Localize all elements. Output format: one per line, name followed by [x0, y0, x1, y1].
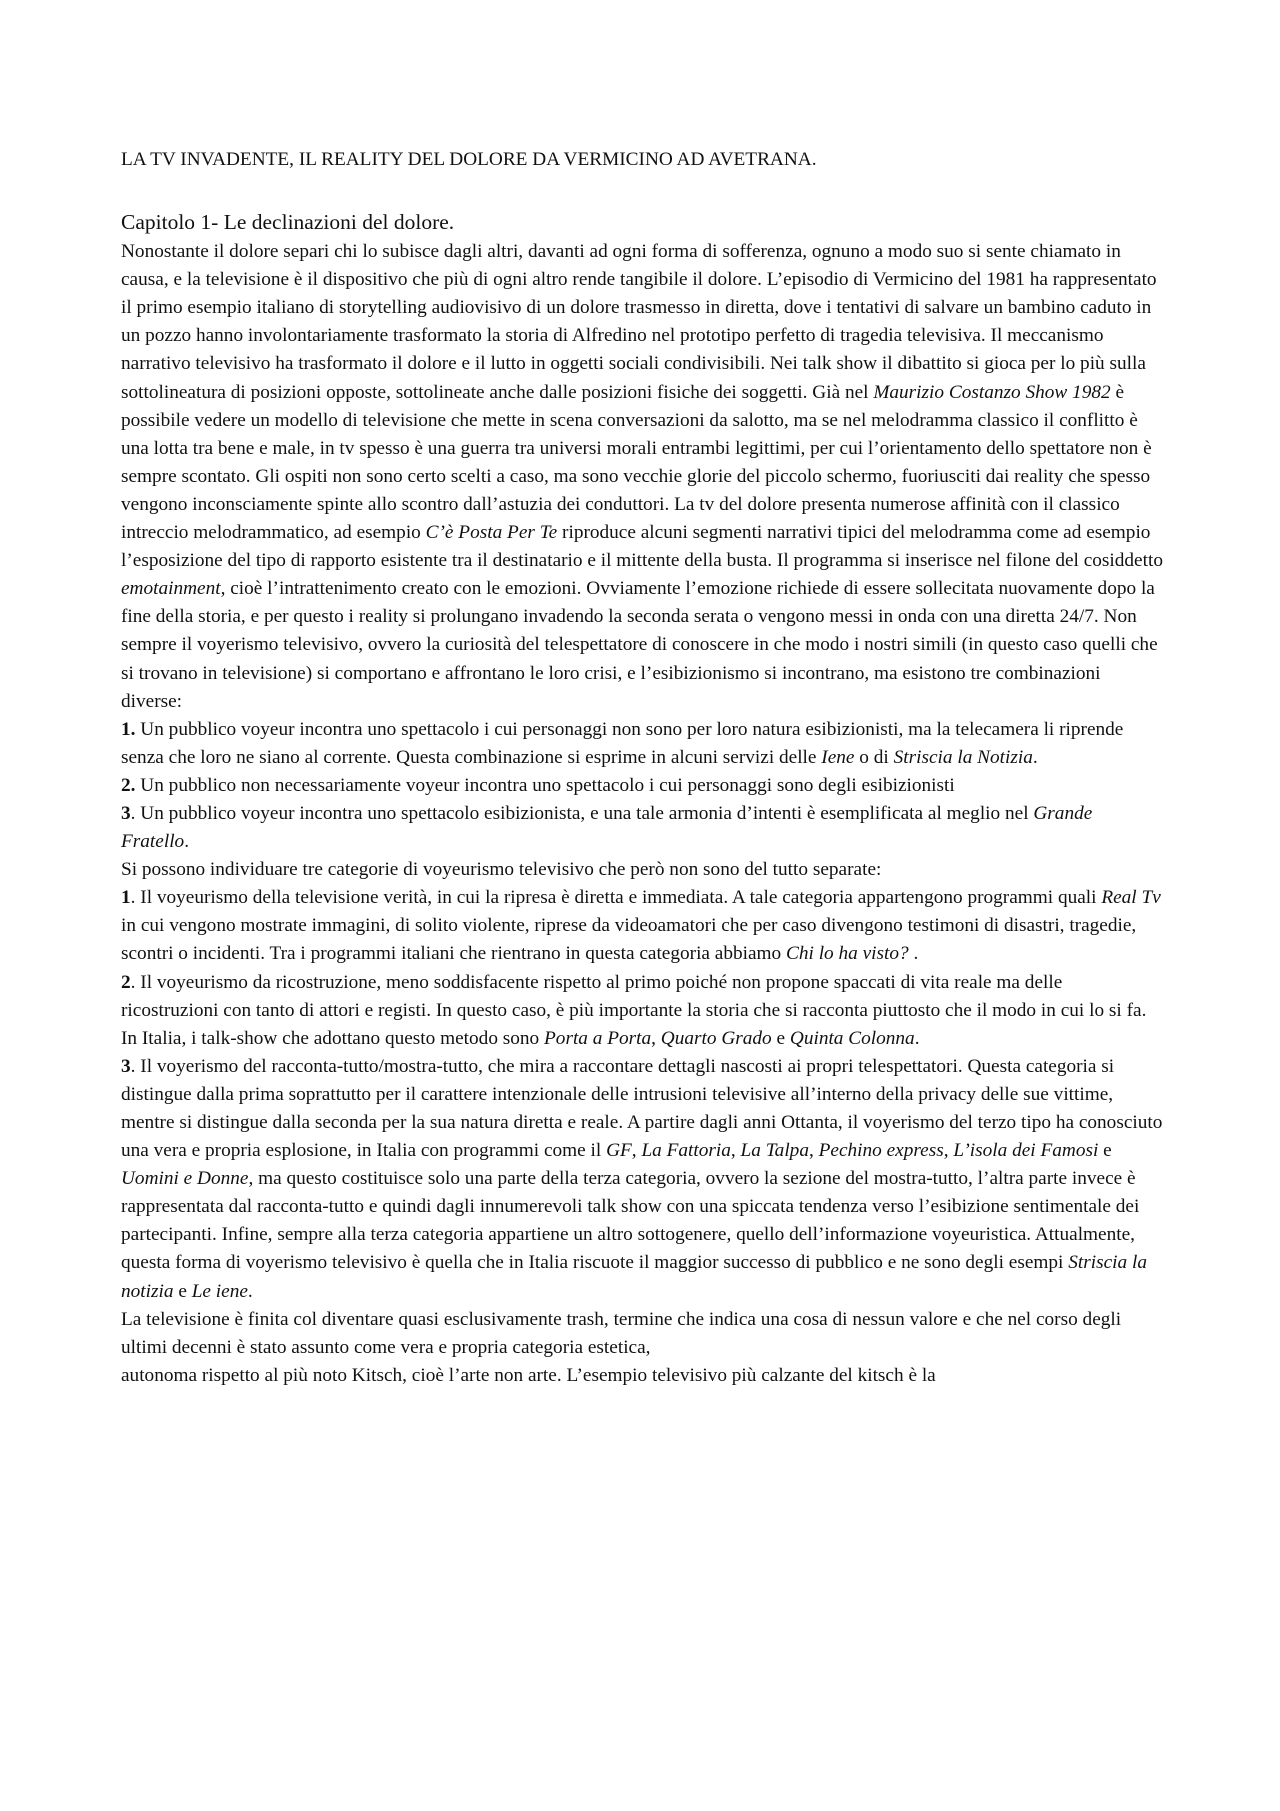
program-title: GF	[606, 1140, 632, 1162]
program-title: Grande Fratello	[121, 802, 1093, 853]
combination-item-2: 2. Un pubblico non necessariamente voyeur incontra uno spettacolo i cui personaggi sono degli esibizionisti	[121, 774, 955, 796]
program-title: Iene	[821, 746, 855, 768]
program-title: La Fattoria	[641, 1140, 731, 1162]
program-title: Uomini e Donne	[121, 1168, 249, 1190]
program-title: La Talpa	[740, 1140, 809, 1162]
list-number: 3	[121, 802, 131, 824]
program-title: Le iene	[191, 1280, 248, 1302]
program-title: Maurizio Costanzo Show 1982	[873, 381, 1111, 403]
term-emphasis: emotainment	[121, 578, 221, 600]
program-title: Quarto Grado	[660, 1027, 772, 1049]
category-item-1: 1. Il voyeurismo della televisione verità, in cui la ripresa è diretta e immediata. A tale categoria appartengono programmi quali Real Tv in cui vengono mostrate immagini, di solito violente, riprese da videoamatori che per caso divengono testimoni di disastri, tragedie, scontri o incidenti. Tra i programmi italiani che rientrano in questa categoria abbiamo Chi lo ha visto? .	[121, 887, 1161, 965]
document-title: LA TV INVADENTE, IL REALITY DEL DOLORE DA VERMICINO AD AVETRANA.	[121, 149, 817, 170]
program-title: Real Tv	[1101, 887, 1161, 909]
categories-intro: Si possono individuare tre categorie di voyeurismo televisivo che però non sono del tutto separate:	[121, 859, 882, 881]
chapter-heading: Capitolo 1- Le declinazioni del dolore.	[121, 210, 455, 235]
combination-item-1: 1. Un pubblico voyeur incontra uno spettacolo i cui personaggi non sono per loro natura esibizionisti, ma la telecamera li riprende senza che loro ne siano al corrente. Questa combinazione si esprime in alcuni servizi delle Iene o di Striscia la Notizia.	[121, 718, 1124, 768]
intro-paragraph: Nonostante il dolore separi chi lo subisce dagli altri, davanti ad ogni forma di sofferenza, ognuno a modo suo si sente chiamato in causa, e la televisione è il dispositivo che più di ogni altro rende tangibile il dolore. L’episodio di Vermicino del 1981 ha rappresentato il primo esempio italiano di storytelling audiovisivo di un dolore trasmesso in diretta, dove i tentativi di salvare un bambino caduto in un pozzo hanno involontariamente trasformato la storia di Alfredino nel prototipo perfetto di tragedia televisiva. Il meccanismo narrativo televisivo ha trasformato il dolore e il lutto in oggetti sociali condivisibili. Nei talk show il dibattito si gioca per lo più sulla sottolineatura di posizioni opposte, sottolineate anche dalle posizioni fisiche dei soggetti. Già nel Maurizio Costanzo Show 1982 è possibile vedere un modello di televisione che mette in scena conversazioni da salotto, ma se nel melodramma classico il conflitto è una lotta tra bene e male, in tv spesso è una guerra tra universi morali entrambi legittimi, per cui l’orientamento dello spettatore non è sempre scontato. Gli ospiti non sono certo scelti a caso, ma sono vecchie glorie del piccolo schermo, fuoriusciti dai reality che spesso vengono inconsciamente spinte allo scontro dall’astuzia dei conduttori. La tv del dolore presenta numerose affinità con il classico intreccio melodrammatico, ad esempio C’è Posta Per Te riproduce alcuni segmenti narrativi tipici del melodramma come ad esempio l’esposizione del tipo di rapporto esistente tra il destinatario e il mittente della busta. Il programma si inserisce nel filone del cosiddetto emotainment, cioè l’intrattenimento creato con le emozioni. Ovviamente l’emozione richiede di essere sollecitata nuovamente dopo la fine della storia, e per questo i reality si prolungano invadendo la seconda serata o vengono messi in onda con una diretta 24/7. Non sempre il voyerismo televisivo, ovvero la curiosità del telespettatore di conoscere in che modo i nostri simili (in questo caso quelli che si trovano in televisione) si comportano e affrontano le loro crisi, e l’esibizionismo si incontrano, ma esistono tre combinazioni diverse:	[121, 241, 1163, 712]
list-number: 1	[121, 887, 131, 909]
list-number: 2	[121, 971, 131, 993]
program-title: Pechino express	[818, 1140, 944, 1162]
trash-paragraph-continued: autonoma rispetto al più noto Kitsch, cioè l’arte non arte. L’esempio televisivo più calzante del kitsch è la	[121, 1364, 936, 1386]
program-title: C’è Posta Per Te	[425, 522, 558, 544]
list-number: 2.	[121, 774, 136, 796]
category-item-2: 2. Il voyeurismo da ricostruzione, meno soddisfacente rispetto al primo poiché non propone spaccati di vita reale ma delle ricostruzioni con tanto di attori e registi. In questo caso, è più importante la storia che si racconta piuttosto che il modo in cui lo si fa. In Italia, i talk-show che adottano questo metodo sono Porta a Porta, Quarto Grado e Quinta Colonna.	[121, 971, 1147, 1049]
program-title: Striscia la Notizia	[893, 746, 1033, 768]
program-title: Porta a Porta	[544, 1027, 652, 1049]
list-number: 3	[121, 1055, 131, 1077]
program-title: L’isola dei Famosi	[953, 1140, 1099, 1162]
trash-paragraph: La televisione è finita col diventare quasi esclusivamente trash, termine che indica una cosa di nessun valore e che nel corso degli ultimi decenni è stato assunto come vera e propria categoria estetica,	[121, 1308, 1122, 1358]
document-body	[121, 146, 1163, 1390]
program-title: Quinta Colonna	[789, 1027, 915, 1049]
category-item-3: 3. Il voyerismo del racconta-tutto/mostra-tutto, che mira a raccontare dettagli nascosti ai propri telespettatori. Questa categoria si distingue dalla prima soprattutto per il carattere intenzionale delle intrusioni televisive all’interno della privacy delle sue vittime, mentre si distingue dalla seconda per la sua natura diretta e reale. A partire dagli anni Ottanta, il voyerismo del terzo tipo ha conosciuto una vera e propria esplosione, in Italia con programmi come il GF, La Fattoria, La Talpa, Pechino express, L’isola dei Famosi e Uomini e Donne, ma questo costituisce solo una parte della terza categoria, ovvero la sezione del mostra-tutto, l’altra parte invece è rappresentata dal racconta-tutto e quindi dagli innumerevoli talk show con una spiccata tendenza verso l’esibizione sentimentale dei partecipanti. Infine, sempre alla terza categoria appartiene un altro sottogenere, quello dell’informazione voyeuristica. Attualmente, questa forma di voyerismo televisivo è quella che in Italia riscuote il maggior successo di pubblico e ne sono degli esempi Striscia la notizia e Le iene.	[121, 1055, 1163, 1302]
list-number: 1.	[121, 718, 136, 740]
combination-item-3: 3. Un pubblico voyeur incontra uno spettacolo esibizionista, e una tale armonia d’intenti è esemplificata al meglio nel Grande Fratello.	[121, 802, 1093, 853]
program-title: Chi lo ha visto?	[786, 943, 909, 965]
program-title: Striscia la notizia	[121, 1252, 1147, 1302]
